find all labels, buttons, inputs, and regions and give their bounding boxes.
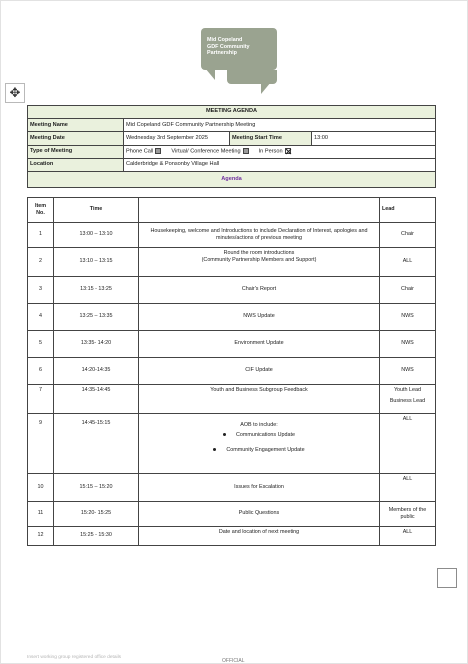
table-row <box>28 277 436 304</box>
footer-classification: OFFICIAL <box>222 658 245 664</box>
item-lead: ALL <box>380 248 436 277</box>
item-time: 13:15 - 13:25 <box>54 277 139 304</box>
item-description: Environment Update <box>139 331 380 358</box>
table-row <box>28 304 436 331</box>
meeting-name-label: Meeting Name <box>28 119 124 132</box>
col-item-description <box>139 198 380 223</box>
item-lead: Chair <box>380 277 436 304</box>
start-time-label: Meeting Start Time <box>230 132 312 145</box>
item-number: 3 <box>28 277 54 304</box>
meeting-date-label: Meeting Date <box>28 132 124 145</box>
meeting-type-label: Type of Meeting <box>28 145 124 158</box>
item-number: 5 <box>28 331 54 358</box>
item-lead: ALL <box>380 527 436 546</box>
item-description: Housekeeping, welcome and Introductions to include Declaration of Interest, apologies and minutes/actions of previous meeting <box>139 223 380 248</box>
option-in-person-label: In Person <box>258 148 283 155</box>
option-virtual-label: Virtual/ Conference Meeting <box>171 148 241 155</box>
item-number: 2 <box>28 248 54 277</box>
item-time: 15:20- 15:25 <box>54 502 139 527</box>
table-row <box>28 248 436 277</box>
meeting-type-options <box>124 145 436 158</box>
table-row <box>28 414 436 474</box>
item-number: 10 <box>28 474 54 502</box>
table-row <box>28 502 436 527</box>
table-row <box>28 474 436 502</box>
col-item-no: Item No. <box>28 198 54 223</box>
item-time: 14:45-15:15 <box>54 414 139 474</box>
item-time: 13:35- 14:20 <box>54 331 139 358</box>
item-description: Public Questions <box>139 502 380 527</box>
item-number: 6 <box>28 358 54 385</box>
table-row <box>28 331 436 358</box>
item-number: 1 <box>28 223 54 248</box>
item-lead: Members of the public <box>380 502 436 527</box>
location-label: Location <box>28 158 124 171</box>
aob-list <box>141 432 377 454</box>
item-time: 13:25 – 13:35 <box>54 304 139 331</box>
item-description: Issues for Escalation <box>139 474 380 502</box>
item-number: 7 <box>28 385 54 414</box>
item-lead: NWS <box>380 304 436 331</box>
item-description <box>139 414 380 474</box>
item-description: Youth and Business Subgroup Feedback <box>139 385 380 414</box>
item-number: 11 <box>28 502 54 527</box>
item-description: NWS Update <box>139 304 380 331</box>
in-person-checkbox[interactable] <box>285 148 291 154</box>
item-description: CIF Update <box>139 358 380 385</box>
item-number: 9 <box>28 414 54 474</box>
item-lead: NWS <box>380 358 436 385</box>
agenda-title: MEETING AGENDA <box>28 106 436 119</box>
item-lead-youth: Youth Lead <box>393 387 422 393</box>
start-time-value[interactable]: 13:00 <box>312 132 436 145</box>
location-value[interactable]: Calderbridge & Ponsonby Village Hall <box>124 158 436 171</box>
aob-heading: AOB to include: <box>240 422 278 428</box>
phone-call-checkbox[interactable] <box>155 148 161 154</box>
item-lead: ALL <box>380 474 436 502</box>
meeting-details-table <box>27 105 436 188</box>
table-row <box>28 527 436 546</box>
item-lead: Chair <box>380 223 436 248</box>
item-time: 13:00 – 13:10 <box>54 223 139 248</box>
item-time: 14:20-14:35 <box>54 358 139 385</box>
item-time: 13:10 – 13:15 <box>54 248 139 277</box>
list-item: Communications Update <box>141 432 377 439</box>
item-lead-business: Business Lead <box>389 398 426 405</box>
agenda-heading: Agenda <box>28 171 436 187</box>
item-time: 14:35-14:45 <box>54 385 139 414</box>
col-lead: Lead <box>380 198 436 223</box>
item-description: Chair's Report <box>139 277 380 304</box>
col-time: Time <box>54 198 139 223</box>
footer-office-details: Insert working group registered office details <box>27 655 122 660</box>
item-time: 15:15 – 15:20 <box>54 474 139 502</box>
meeting-name-value[interactable]: Mid Copeland GDF Community Partnership Meeting <box>124 119 436 132</box>
item-lead: NWS <box>380 331 436 358</box>
agenda-items-table <box>27 197 436 546</box>
table-row <box>28 358 436 385</box>
table-row <box>28 385 436 414</box>
item-number: 12 <box>28 527 54 546</box>
item-description: Round the room introductions (Community Partnership Members and Support) <box>139 248 380 277</box>
option-phone-call-label: Phone Call <box>126 148 154 155</box>
partnership-logo <box>201 28 279 94</box>
virtual-meeting-checkbox[interactable] <box>243 148 249 154</box>
item-description: Date and location of next meeting <box>139 527 380 546</box>
table-resize-handle[interactable] <box>437 568 457 588</box>
list-item: Community Engagement Update <box>141 447 377 454</box>
item-time: 15:25 - 15:30 <box>54 527 139 546</box>
table-move-handle-icon[interactable]: ✥ <box>5 83 25 103</box>
table-row <box>28 223 436 248</box>
logo-text: Mid Copeland GDF Community Partnership <box>207 37 250 57</box>
item-lead <box>380 385 436 414</box>
meeting-date-value[interactable]: Wednesday 3rd September 2025 <box>124 132 230 145</box>
item-number: 4 <box>28 304 54 331</box>
item-lead: ALL <box>380 414 436 474</box>
